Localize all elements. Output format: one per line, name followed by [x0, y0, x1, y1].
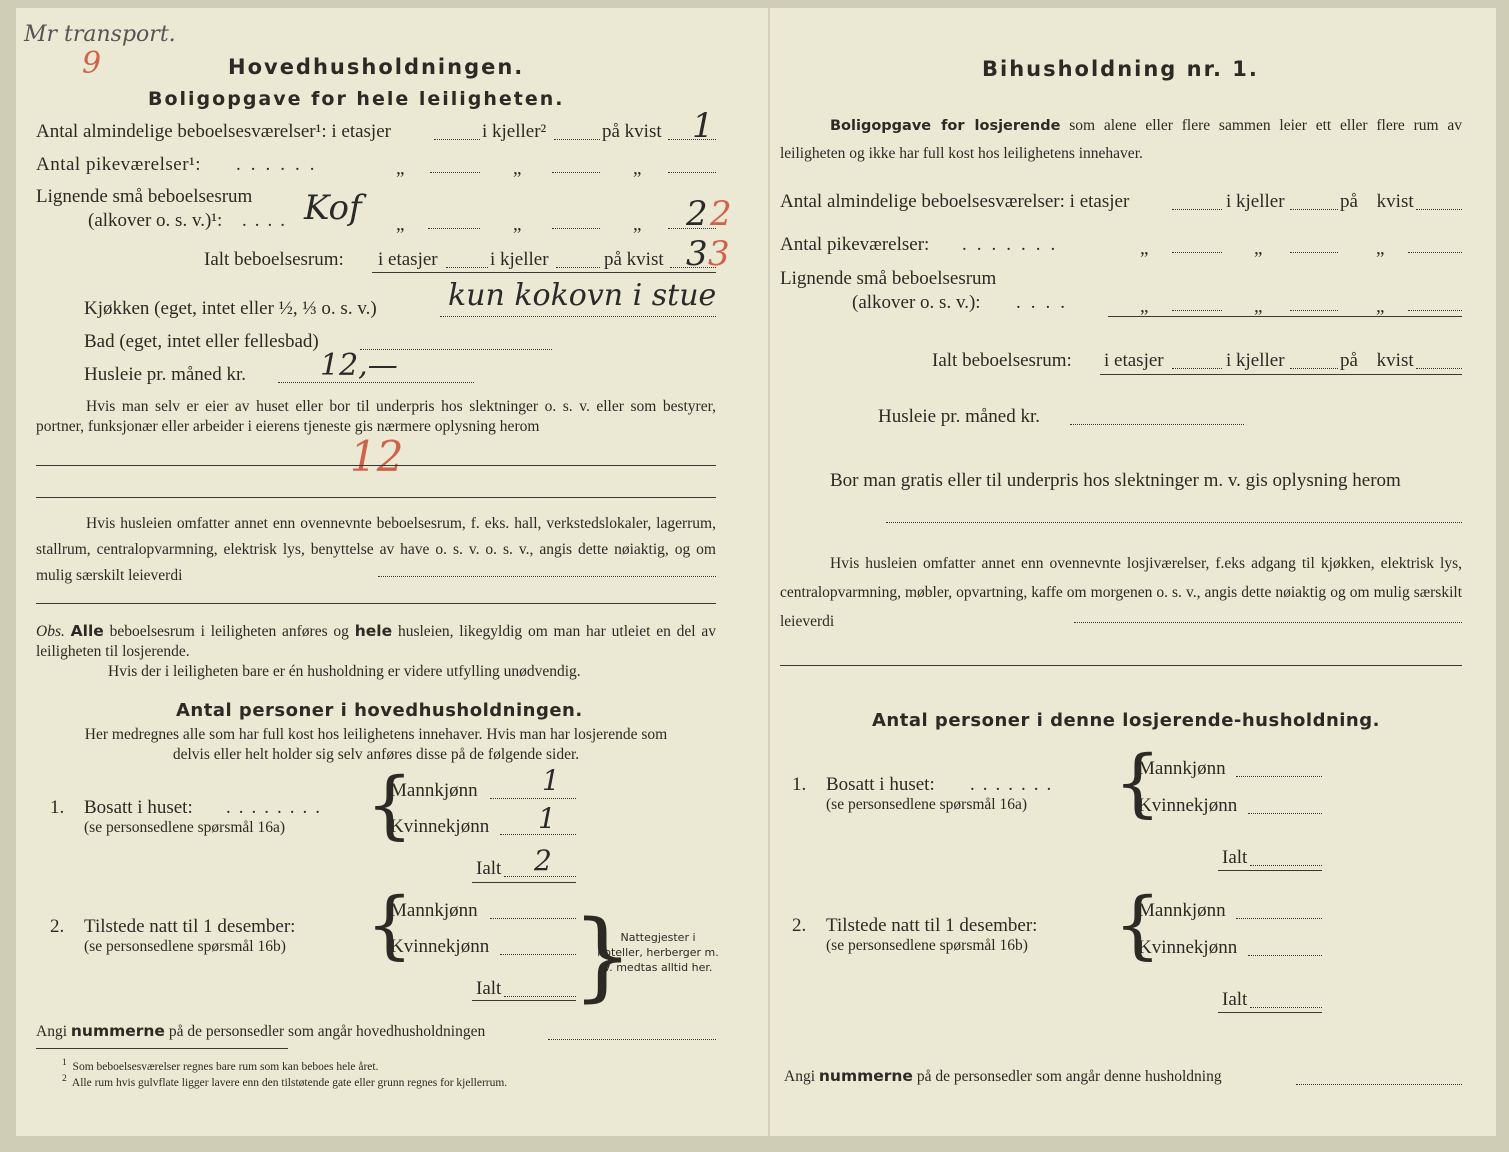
ialt-kvist-value: 3: [686, 234, 708, 274]
left-q1-ialt-value: 2: [534, 844, 552, 877]
right-q1-kvinne-field[interactable]: [1248, 813, 1322, 814]
rooms-kvist-label: på kvist: [602, 121, 662, 142]
ialt-kvist-label: på kvist: [604, 249, 664, 270]
right-q1-mann-field[interactable]: [1236, 776, 1322, 777]
right-q2-ialt-label: Ialt: [1222, 989, 1248, 1010]
alkover-kvist-value: 2: [686, 194, 708, 234]
right-persons-heading: Antal personer i denne losjerende-husholdning.: [872, 710, 1380, 731]
left-q1-mann-label: Mannkjønn: [390, 780, 478, 801]
left-q2-ialt-label: Ialt: [476, 978, 502, 999]
omfatter-line[interactable]: [36, 603, 716, 604]
nattegjester-note: Nattegjester i hoteller, herberger m. v. medtas alltid her.: [597, 931, 719, 974]
alkover-label: (alkover o. s. v.)¹:: [88, 210, 223, 231]
right-q2-num: 2.: [792, 915, 807, 936]
kjokken-value: kun kokovn i stue: [448, 278, 717, 313]
right-angi-field[interactable]: [1296, 1084, 1462, 1085]
left-persons-heading: Antal personer i hovedhusholdningen.: [176, 700, 583, 721]
right-q1-kvinne-label: Kvinnekjønn: [1138, 795, 1238, 816]
ialt-kjeller-field[interactable]: [556, 267, 600, 268]
right-ialt-label: Ialt beboelsesrum:: [932, 350, 1072, 371]
obs-note: Obs. Alle beboelsesrum i leiligheten anføres og hele husleien, likegyldig om man har utleiet en del av leiligheten til losjerende.: [36, 622, 717, 660]
right-ialt-kjeller-field[interactable]: [1290, 368, 1338, 369]
ialt-etasjer-field[interactable]: [446, 267, 488, 268]
census-form-sheet: Mr transport. 9 Hovedhusholdningen. Boligopgave for hele leiligheten. Antal almindelige beboelsesværelser¹: i etasjer i kjeller² på kvist 1 Antal pikeværelser¹: ...... „ „ „ Lignende små beboelsesrum (alkover o. s. v.)¹: .... Kof „ „ „ 2 2 Ialt beboelsesrum: i etasjer i kjeller på kvist 3 3 Kjøkken (eget, intet eller ½, ⅓ o. s. v.) kun kokovn i stue Bad (eget, intet eller fellesbad) Husleie pr. måned kr. 12,— Hvis man selv er eier av huset eller bor til underpris hos slektninger o. s. v. eller som bestyrer, portner, funksjonær eller arbeider i eierens tjeneste gis nærmere oplysning herom 12 Hvis husleien omfatter annet enn ovennevnte beboelsesrum, f. eks. hall, verkstedslokaler, lagerrum, stallrum, centralopvarmning, elektrisk lys, benyttelse av have o. s. v. o. s. v., angis dette nøiaktig, og om mulig særskilt leieverdi Obs. Alle beboelsesrum i leiligheten anføres og hele husleien, likegyldig om man har utleiet en del av leiligheten til losjerende. Hvis der i leiligheten bare er én husholdning er videre utfylling unødvendig. Antal personer i hovedhusholdningen. Her medregnes alle som har full kost hos leilighetens innehaver. Hvis man har losjerende som delvis eller helt holder sig selv anføres disse på de følgende sider. 1. Bosatt i huset: ........ (se personsedlene spørsmål 16a) { Mannkjønn 1 Kvinnekjønn 1 Ialt 2 2. Tilstede natt til 1 desember: (se personsedlene spørsmål 16b) { Mannkjønn Kvinnekjønn Ialt } Nattegjester i hoteller, herberger m. v. medtas alltid her. Angi nummerne på de personsedler som angår hovedhusholdningen $^1$ Som beboelsesværelser regnes bare rum som kan beboes hele året. $^2$ Alle rum hvis gulvflate ligger lavere enn den tilstøtende gate eller grunn regnes for kjellerrum. Bihusholdning nr. 1. Boligopgave for losjerende som alene eller flere sammen leier ett eller flere rum av leiligheten og ikke har full kost hos leilighetens innehaver. Antal almindelige beboelsesværelser: i etasjer i kjeller på kvist Antal pikeværelser: ....... „ „ „ Lignende små beboelsesrum (alkover o. s. v.): .... „ „ „ Ialt beboelsesrum: i etasjer i kjeller på kvist Husleie pr. måned kr. Bor man gratis eller til underpris hos slektninger m. v. gis oplysning herom Hvis husleien omfatter annet enn ovennevnte losjiværelser, f.eks adgang til kjøkken, elektrisk lys, centralopvarmning, møbler, opvartning, kaffe om morgenen o. s. v., angis dette nøiaktig og om mulig særskilt leieverdi Antal personer i denne losjerende-husholdning. 1. Bosatt i huset: ....... (se personsedlene spørsmål 16a) { Mannkjønn Kvinnekjønn Ialt 2. Tilstede natt til 1 desember: (se personsedlene spørsmål 16b) { Mannkjønn Kvinnekjønn Ialt Angi nummerne på de personsedler som angår denne husholdning: [16, 8, 1496, 1136]
husleie-value: 12,—: [320, 348, 398, 383]
left-q2-kvinne-field[interactable]: [500, 954, 576, 955]
obs-line3: Hvis der i leiligheten bare er én husholdning er videre utfylling unødvendig.: [108, 663, 581, 680]
right-q2-mann-label: Mannkjønn: [1138, 900, 1226, 921]
right-rooms-kjeller-field[interactable]: [1290, 209, 1338, 210]
page-fold: [768, 8, 770, 1136]
right-alkover-kvist-field[interactable]: [1408, 310, 1462, 311]
right-q1-brace: {: [1114, 740, 1162, 826]
right-omfatter-note: Hvis husleien omfatter annet enn ovennevnte losjiværelser, f.eks adgang til kjøkken, elektrisk lys, centralopvarmning, møbler, opvartning, kaffe om morgenen o. s. v., angis dette nøiaktig og om mulig særskilt leieverdi: [780, 555, 1462, 630]
right-q1-ialt-field[interactable]: [1250, 865, 1322, 866]
right-q2-kvinne-label: Kvinnekjønn: [1138, 937, 1238, 958]
omfatter-note: Hvis husleien omfatter annet enn ovennevnte beboelsesrum, f. eks. hall, verkstedslokaler, lagerrum, stallrum, centralopvarmning, elektrisk lys, benyttelse av have o. s. v. o. s. v., angis dette nøiaktig, og om mulig særskilt leieverdi: [36, 515, 716, 584]
bad-label: Bad (eget, intet eller fellesbad): [84, 331, 319, 352]
left-q2-ialt-field[interactable]: [504, 996, 576, 997]
right-rooms-label: Antal almindelige beboelsesværelser: i etasjer: [780, 191, 1130, 212]
footnote-separator: [36, 1048, 288, 1049]
alkover-etasjer-field[interactable]: [428, 228, 480, 229]
left-q2-sub: (se personsedlene spørsmål 16b): [84, 938, 286, 955]
pike-label: Antal pikeværelser¹:: [36, 154, 202, 175]
left-q2-label: Tilstede natt til 1 desember:: [84, 916, 296, 937]
ialt-etasjer-label: i etasjer: [378, 249, 438, 270]
right-q2-label: Tilstede natt til 1 desember:: [826, 915, 1038, 936]
pike-dots: ......: [236, 154, 325, 175]
rooms-kjeller-field[interactable]: [554, 139, 600, 140]
right-q1-ialt-label: Ialt: [1222, 847, 1248, 868]
ialt-label: Ialt beboelsesrum:: [204, 249, 344, 270]
right-q2-ialt-field[interactable]: [1250, 1007, 1322, 1008]
annotation-scribble: Mr transport.: [24, 22, 176, 47]
right-angi: Angi nummerne på de personsedler som angår denne husholdning: [784, 1067, 1222, 1085]
right-husleie-field[interactable]: [1070, 424, 1244, 425]
red-12: 12: [350, 432, 404, 481]
right-pike-kvist-field[interactable]: [1408, 252, 1462, 253]
alkover-kjeller-field[interactable]: [552, 228, 600, 229]
left-q2-right-brace: }: [572, 900, 634, 1012]
rooms-etasjer-field[interactable]: [434, 139, 480, 140]
left-q2-mann-label: Mannkjønn: [390, 900, 478, 921]
right-alkover-kjeller-field[interactable]: [1290, 310, 1338, 311]
right-ialt-kvist-field[interactable]: [1416, 368, 1462, 369]
lignende-label: Lignende små beboelsesrum: [36, 186, 253, 207]
left-q1-mann-value: 1: [542, 764, 560, 797]
right-omfatter-line[interactable]: [780, 665, 1462, 666]
left-q1-sub: (se personsedlene spørsmål 16a): [84, 819, 286, 836]
right-intro: Boligopgave for losjerende som alene eller flere sammen leier ett eller flere rum av leiligheten og ikke har full kost hos leilighetens innehaver.: [780, 117, 1462, 162]
left-angi-field[interactable]: [548, 1039, 716, 1040]
right-husleie-label: Husleie pr. måned kr.: [878, 406, 1040, 427]
left-q1-num: 1.: [50, 797, 65, 818]
eier-note: Hvis man selv er eier av huset eller bor til underpris hos slektninger o. s. v. eller som bestyrer, portner, funksjonær eller arbeider i eierens tjeneste gis nærmere oplysning herom: [36, 398, 716, 435]
leieverdi-field[interactable]: [378, 576, 716, 577]
right-q1-mann-label: Mannkjønn: [1138, 758, 1226, 779]
left-q2-mann-field[interactable]: [490, 918, 576, 919]
footnote-1: $^1$ Som beboelsesværelser regnes bare rum som kan beboes hele året.: [62, 1057, 379, 1073]
eier-line-1[interactable]: [36, 465, 716, 466]
right-title: Bihusholdning nr. 1.: [982, 57, 1259, 81]
right-rooms-etasjer-field[interactable]: [1172, 209, 1222, 210]
pike-kvist-field[interactable]: [668, 172, 716, 173]
left-title: Hovedhusholdningen.: [228, 55, 525, 79]
right-q1-label: Bosatt i huset:: [826, 774, 935, 795]
right-pike-etasjer-field[interactable]: [1172, 252, 1222, 253]
right-rooms-kjeller-label: i kjeller: [1226, 191, 1285, 212]
right-ialt-etasjer-field[interactable]: [1172, 368, 1222, 369]
left-q2-num: 2.: [50, 916, 65, 937]
left-q2-kvinne-label: Kvinnekjønn: [390, 936, 490, 957]
left-q1-mann-field[interactable]: [490, 798, 576, 799]
left-q1-label: Bosatt i huset:: [84, 797, 193, 818]
red-correction-3: 3: [708, 234, 730, 274]
left-q1-ialt-label: Ialt: [476, 858, 502, 879]
red-correction-2: 2: [710, 194, 732, 234]
left-q1-kvinne-label: Kvinnekjønn: [390, 816, 490, 837]
right-pike-label: Antal pikeværelser:: [780, 234, 930, 255]
kjokken-field[interactable]: [440, 316, 716, 317]
obs-label: Obs.: [36, 623, 65, 640]
eier-line-2[interactable]: [36, 497, 716, 498]
right-q1-sub: (se personsedlene spørsmål 16a): [826, 796, 1028, 813]
right-alkover-etasjer-field[interactable]: [1172, 310, 1222, 311]
right-q2-mann-field[interactable]: [1236, 918, 1322, 919]
ialt-kjeller-label: i kjeller: [490, 249, 549, 270]
left-persons-note: Her medregnes alle som har full kost hos leilighetens innehaver. Hvis man har losjerende som delvis eller helt holder sig selv anføres disse på de følgende sider.: [84, 726, 668, 763]
kjokken-label: Kjøkken (eget, intet eller ½, ⅓ o. s. v.): [84, 298, 377, 319]
right-rooms-kvist-field[interactable]: [1416, 209, 1462, 210]
right-lignende-label: Lignende små beboelsesrum: [780, 268, 997, 289]
page-number-annotation: 9: [82, 46, 102, 81]
rooms-kvist-value: 1: [692, 106, 714, 146]
right-leieverdi-field[interactable]: [1074, 622, 1462, 623]
right-ialt-etasjer-label: i etasjer: [1104, 350, 1164, 371]
right-pike-kjeller-field[interactable]: [1290, 252, 1338, 253]
footnote-2: $^2$ Alle rum hvis gulvflate ligger lavere enn den tilstøtende gate eller grunn regnes for kjellerrum.: [62, 1073, 508, 1089]
right-gratis-field[interactable]: [886, 522, 1462, 523]
husleie-label: Husleie pr. måned kr.: [84, 364, 246, 385]
pike-kjeller-field[interactable]: [552, 172, 600, 173]
right-q1-num: 1.: [792, 774, 807, 795]
right-q2-sub: (se personsedlene spørsmål 16b): [826, 937, 1028, 954]
rooms-label: Antal almindelige beboelsesværelser¹: i etasjer: [36, 121, 391, 142]
right-q2-kvinne-field[interactable]: [1248, 955, 1322, 956]
right-alkover-label: (alkover o. s. v.):: [852, 292, 981, 313]
pike-etasjer-field[interactable]: [430, 172, 480, 173]
right-gratis-note: Bor man gratis eller til underpris hos slektninger m. v. gis oplysning herom: [830, 470, 1401, 491]
left-q1-brace: {: [366, 762, 414, 848]
right-ialt-kjeller-label: i kjeller: [1226, 350, 1285, 371]
right-rooms-kvist-label: på kvist: [1340, 191, 1414, 212]
alkover-value: Kof: [304, 188, 362, 228]
right-ialt-kvist-label: på kvist: [1340, 350, 1414, 371]
rooms-kjeller-label: i kjeller²: [482, 121, 547, 142]
left-q2-brace: {: [366, 882, 414, 968]
left-subtitle: Boligopgave for hele leiligheten.: [148, 88, 565, 110]
right-q2-brace: {: [1114, 882, 1162, 968]
left-q1-kvinne-value: 1: [538, 802, 556, 835]
left-angi: Angi nummerne på de personsedler som angår hovedhusholdningen: [36, 1022, 486, 1040]
